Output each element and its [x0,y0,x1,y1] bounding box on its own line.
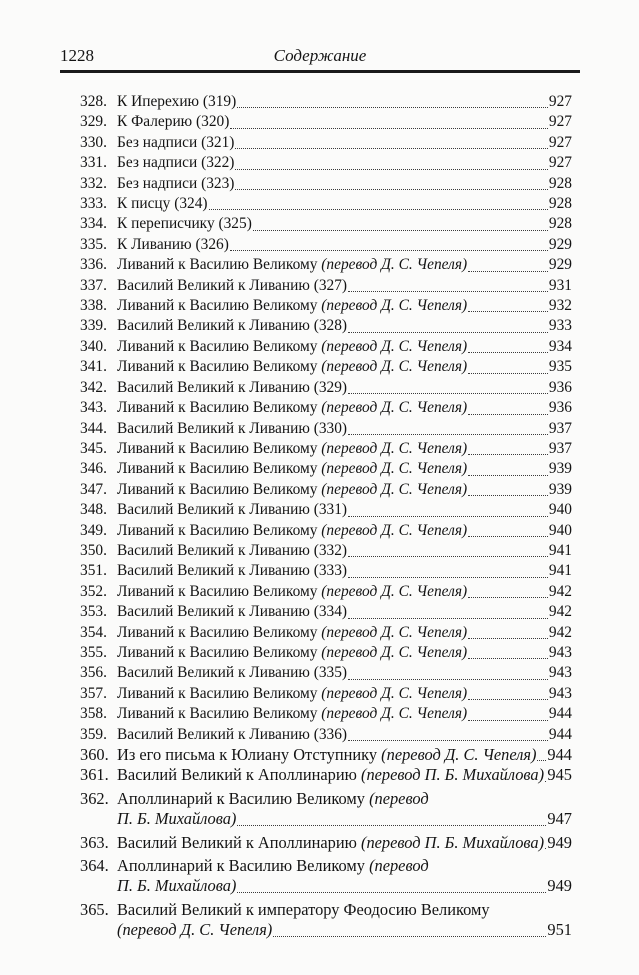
dot-leader [230,250,548,251]
toc-entry-line [80,521,572,541]
dot-leader [468,454,548,455]
toc-entry [80,789,572,830]
toc-entry-line [80,725,572,745]
entry-translator: (перевод Д. С. Чепеля) [321,643,468,661]
toc-entry [80,153,572,173]
entry-title [117,439,467,459]
toc-entry-line [80,856,572,876]
entry-title [117,663,347,683]
dot-leader [273,936,546,937]
entry-number: 355. [80,643,107,661]
entry-page: 937 [548,439,572,457]
entry-title [117,296,467,316]
dot-leader [468,658,548,659]
entry-title-text: Василий Великий к Аполлинарию [117,765,357,785]
entry-title [117,235,229,255]
entry-title-text: Ливаний к Василию Великому [117,256,318,274]
entry-continuation-text [117,809,236,829]
entry-page: 945 [547,765,572,785]
entry-title [117,255,467,275]
entry-number: 331. [80,154,107,172]
entry-page: 951 [547,920,572,940]
entry-translator: (перевод Д. С. Чепеля) [321,297,468,315]
entry-continuation-text [117,876,236,896]
entry-title [117,725,347,745]
entry-number: 330. [80,133,107,151]
entry-page: 935 [548,358,572,376]
toc-entry-line [80,704,572,724]
entry-page: 936 [548,378,572,396]
toc-entry [80,316,572,336]
entry-title-text: Ливаний к Василию Великому [117,705,318,723]
dot-leader [468,536,548,537]
toc-entry-line [80,643,572,663]
dot-leader [348,291,548,292]
entry-translator: (перевод [369,788,429,808]
entry-title [117,480,467,500]
dot-leader [253,230,548,231]
dot-leader [348,679,548,680]
entry-number: 336. [80,256,107,274]
toc-entry-line [80,602,572,622]
entry-translator: (перевод Д. С. Чепеля) [321,399,468,417]
toc-entry-line [80,357,572,377]
entry-number: 348. [80,501,107,519]
toc-entry [80,745,572,765]
toc-entry [80,439,572,459]
dot-leader [468,597,548,598]
entry-number: 353. [80,603,107,621]
entry-number: 332. [80,174,107,192]
entry-number: 352. [80,582,107,600]
entry-translator: (перевод Д. С. Чепеля) [321,705,468,723]
toc-entry [80,480,572,500]
entry-number: 334. [80,215,107,233]
entry-title [117,153,234,173]
entry-translator: (перевод Д. С. Чепеля) [321,521,468,539]
entry-number: 346. [80,460,107,478]
toc-entry [80,235,572,255]
dot-leader [468,638,548,639]
entry-title-text: К Иперехию (319) [117,93,237,110]
toc-entry-line [80,337,572,357]
entry-title [117,398,467,418]
entry-title-text: Василий Великий к Аполлинарию [117,832,357,852]
entry-title [117,623,467,643]
toc-entry [80,398,572,418]
toc-entry [80,276,572,296]
entry-title-text: Ливаний к Василию Великому [117,521,318,539]
entry-page: 928 [548,215,572,233]
entry-title-text: Василий Великий к Ливанию (328) [117,317,348,335]
entry-page: 927 [548,154,572,172]
entry-translator: (перевод Д. С. Чепеля) [321,358,468,376]
entry-number: 347. [80,480,107,498]
dot-leader [348,434,548,435]
entry-page: 949 [547,832,572,852]
entry-title [117,856,429,876]
dot-leader [235,148,547,149]
toc-entry-line [80,112,572,132]
entry-page: 943 [548,684,572,702]
toc-entry [80,582,572,602]
dot-leader [348,516,548,517]
toc-entry-line [80,296,572,316]
dot-leader [468,271,548,272]
toc-entry [80,602,572,622]
toc-entry [80,296,572,316]
entry-number: 349. [80,521,107,539]
entry-title-text: Василий Великий к Ливанию (329) [117,378,348,396]
entry-page: 941 [548,541,572,559]
entry-title-text: Ливаний к Василию Великому [117,358,318,376]
toc-entry-line [80,833,572,853]
entry-number: 338. [80,297,107,315]
entry-title-text: Ливаний к Василию Великому [117,684,318,702]
entry-number: 357. [80,684,107,702]
entry-page: 947 [547,809,572,829]
toc-entry-line [80,419,572,439]
entry-page: 940 [548,521,572,539]
entry-number: 333. [80,195,107,213]
entry-number: 358. [80,705,107,723]
entry-number: 361. [80,765,109,785]
entry-page: 943 [548,643,572,661]
entry-page: 949 [547,876,572,896]
toc-entry-line [80,276,572,296]
toc-entry-line [80,398,572,418]
entry-title [117,378,347,398]
toc-entry-line [80,541,572,561]
entry-title [117,419,347,439]
toc-entry-continuation [80,876,572,896]
toc-entry-line [80,378,572,398]
entry-translator: (перевод П. Б. Михайлова) [360,832,545,852]
entry-page: 942 [548,623,572,641]
toc-entry [80,856,572,897]
entry-title [117,500,347,520]
entry-title [117,582,467,602]
entry-title-text: Ливаний к Василию Великому [117,399,318,417]
entry-page: 940 [548,501,572,519]
toc-entry [80,765,572,785]
entry-page: 939 [548,480,572,498]
entry-title [117,92,236,112]
dot-leader [237,892,546,893]
entry-title-text: Василий Великий к Ливанию (335) [117,664,348,682]
entry-title [117,789,429,809]
dot-leader [468,475,548,476]
toc-entry-line [80,663,572,683]
toc-entry-continuation [80,809,572,829]
entry-number: 354. [80,623,107,641]
entry-number: 356. [80,664,107,682]
toc-entry [80,214,572,234]
entry-title-text: Василий Великий к Ливанию (331) [117,501,348,519]
dot-leader [237,107,548,108]
entry-number: 335. [80,235,107,253]
header-rule [60,70,580,73]
toc-entry [80,357,572,377]
page-number: 1228 [60,46,94,65]
entry-number: 350. [80,541,107,559]
entry-translator: (перевод Д. С. Чепеля) [117,920,273,940]
toc-entry-line [80,194,572,214]
entry-translator: (перевод Д. С. Чепеля) [321,480,468,498]
toc-entry [80,521,572,541]
toc-entry-line [80,500,572,520]
entry-page: 937 [548,419,572,437]
entry-number: 340. [80,337,107,355]
entry-number: 351. [80,562,107,580]
entry-title-text: Без надписи (321) [117,133,235,151]
entry-number: 360. [80,745,109,764]
entry-title-text: Без надписи (323) [117,174,235,192]
entry-title-text: Василий Великий к Ливанию (332) [117,541,348,559]
entry-page: 927 [548,133,572,151]
entry-page: 929 [548,235,572,253]
entry-page: 929 [548,256,572,274]
entry-translator: П. Б. Михайлова) [117,876,237,896]
entry-number: 328. [80,93,107,110]
dot-leader [545,781,546,782]
entry-page: 943 [548,664,572,682]
entry-title [117,602,347,622]
entry-title-text: К писцу (324) [117,195,208,213]
dot-leader [468,311,548,312]
entry-number: 364. [80,856,109,876]
entry-title-text: Аполлинарий к Василию Великому [117,788,365,808]
toc-entry-line [80,789,572,809]
toc-entry [80,255,572,275]
entry-translator: П. Б. Михайлова) [117,809,237,829]
dot-leader [468,414,548,415]
entry-page: 942 [548,582,572,600]
dot-leader [348,740,548,741]
entry-page: 931 [548,276,572,294]
entry-title [117,745,536,765]
entry-title [117,541,347,561]
dot-leader [230,128,548,129]
entry-title-text: К Ливанию (326) [117,235,229,253]
entry-title [117,112,229,132]
toc-entry-line [80,900,572,920]
entry-title-text: Василий Великий к Ливанию (327) [117,276,348,294]
entry-translator: (перевод [369,856,429,876]
entry-translator: (перевод Д. С. Чепеля) [321,623,468,641]
entry-title-text: К Фалерию (320) [117,113,230,131]
toc-entry-line [80,316,572,336]
entry-title [117,833,544,853]
toc-entry [80,459,572,479]
entry-page: 934 [548,337,572,355]
entry-title-text: Василий Великий к Ливанию (336) [117,725,348,743]
entry-number: 363. [80,832,109,852]
entry-translator: (перевод Д. С. Чепеля) [321,439,468,457]
entry-title-text: Ливаний к Василию Великому [117,643,318,661]
toc-entry-line [80,459,572,479]
dot-leader [537,760,546,761]
entry-title [117,337,467,357]
entry-title-text: Ливаний к Василию Великому [117,623,318,641]
toc-entry [80,725,572,745]
toc-entry-line [80,235,572,255]
toc-entry-line [80,92,572,112]
toc-entry [80,643,572,663]
entry-number: 339. [80,317,107,335]
toc-entry [80,684,572,704]
entry-number: 329. [80,113,107,131]
entry-page: 927 [548,113,572,131]
entry-page: 944 [548,725,572,743]
toc-entry [80,419,572,439]
entry-number: 342. [80,378,107,396]
toc-entry [80,663,572,683]
entry-number: 359. [80,725,107,743]
entry-translator: (перевод Д. С. Чепеля) [321,460,468,478]
entry-title-text: Аполлинарий к Василию Великому [117,856,365,876]
entry-title [117,765,544,785]
toc-entry-line [80,133,572,153]
toc-entry-line [80,765,572,785]
entry-page: 928 [548,195,572,213]
entry-title-text: Ливаний к Василию Великому [117,460,318,478]
toc-entry-line [80,174,572,194]
toc-entry-line [80,153,572,173]
entry-title [117,194,208,214]
entry-page: 942 [548,603,572,621]
entry-title [117,643,467,663]
entry-title-text: Василий Великий к Ливанию (333) [117,562,348,580]
entry-page: 927 [548,93,572,110]
entry-title-text: Ливаний к Василию Великому [117,297,318,315]
toc-entry [80,500,572,520]
dot-leader [468,495,548,496]
toc-entry-line [80,480,572,500]
entry-number: 345. [80,439,107,457]
toc-entry-line [80,684,572,704]
entry-title-text: Василий Великий к Ливанию (330) [117,419,348,437]
dot-leader [348,618,548,619]
table-of-contents [80,92,572,944]
dot-leader [237,825,546,826]
entry-title-text: Ливаний к Василию Великому [117,439,318,457]
entry-number: 362. [80,788,109,808]
toc-entry [80,541,572,561]
entry-page: 939 [548,460,572,478]
toc-entry [80,378,572,398]
entry-number: 344. [80,419,107,437]
entry-page: 933 [548,317,572,335]
entry-title-text: Без надписи (322) [117,154,235,172]
entry-title [117,276,347,296]
dot-leader [348,332,548,333]
entry-number: 341. [80,358,107,376]
toc-entry-line [80,561,572,581]
dot-leader [468,373,548,374]
toc-entry [80,900,572,941]
dot-leader [468,720,548,721]
entry-translator: (перевод Д. С. Чепеля) [381,745,537,764]
dot-leader [468,699,548,700]
dot-leader [235,189,547,190]
toc-entry [80,337,572,357]
toc-entry [80,174,572,194]
entry-continuation-text [117,920,272,940]
toc-entry [80,112,572,132]
page-header [60,44,580,70]
entry-translator: (перевод Д. С. Чепеля) [321,582,468,600]
toc-entry [80,194,572,214]
entry-title [117,900,490,920]
dot-leader [545,848,546,849]
toc-entry [80,133,572,153]
entry-title-text: Василий Великий к императору Феодосию Великому [117,899,490,919]
entry-title [117,561,347,581]
dot-leader [209,209,548,210]
entry-title [117,174,234,194]
toc-entry [80,92,572,112]
toc-entry [80,561,572,581]
toc-entry [80,704,572,724]
entry-title-text: К переписчику (325) [117,215,252,233]
dot-leader [348,577,548,578]
dot-leader [348,556,548,557]
dot-leader [235,169,547,170]
entry-translator: (перевод Д. С. Чепеля) [321,337,468,355]
entry-page: 928 [548,174,572,192]
toc-entry [80,833,572,853]
dot-leader [468,352,548,353]
toc-entry-line [80,255,572,275]
toc-entry-continuation [80,920,572,940]
entry-number: 337. [80,276,107,294]
entry-page: 932 [548,297,572,315]
toc-entry [80,623,572,643]
dot-leader [348,393,548,394]
entry-title [117,459,467,479]
entry-page: 941 [548,562,572,580]
entry-title [117,357,467,377]
toc-entry-line [80,214,572,234]
entry-number: 343. [80,399,107,417]
entry-translator: (перевод Д. С. Чепеля) [321,684,468,702]
entry-translator: (перевод Д. С. Чепеля) [321,256,468,274]
entry-title-text: Ливаний к Василию Великому [117,582,318,600]
entry-number: 365. [80,899,109,919]
entry-title-text: Ливаний к Василию Великому [117,480,318,498]
entry-page: 936 [548,399,572,417]
entry-translator: (перевод П. Б. Михайлова) [360,765,545,785]
toc-entry-line [80,623,572,643]
toc-entry-line [80,745,572,765]
toc-entry-line [80,582,572,602]
entry-title [117,704,467,724]
entry-title-text: Из его письма к Юлиану Отступнику [117,745,378,764]
entry-page: 944 [547,745,572,764]
entry-title-text: Василий Великий к Ливанию (334) [117,603,348,621]
entry-title [117,316,347,336]
running-title: Содержание [273,46,367,65]
entry-title [117,521,467,541]
entry-title [117,214,252,234]
entry-title-text: Ливаний к Василию Великому [117,337,318,355]
entry-page: 944 [548,705,572,723]
entry-title [117,133,234,153]
entry-title [117,684,467,704]
toc-entry-line [80,439,572,459]
